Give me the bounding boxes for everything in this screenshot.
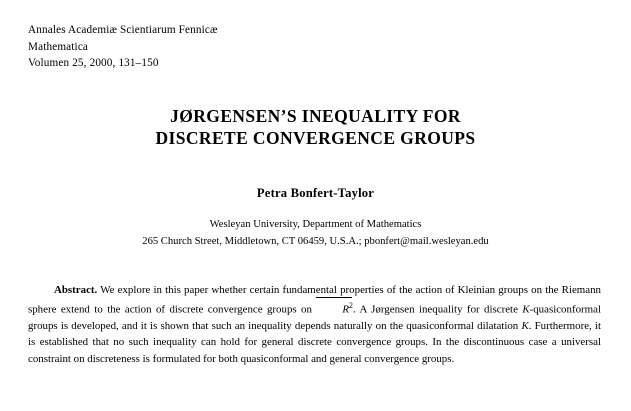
journal-name-line2: Mathematica bbox=[28, 40, 89, 53]
abstract-label: Abstract. bbox=[54, 283, 98, 296]
journal-volume-line: Volumen 25, 2000, 131–150 bbox=[28, 57, 159, 69]
page-title bbox=[28, 105, 603, 149]
k-symbol-2: K bbox=[521, 319, 529, 332]
abstract-paragraph bbox=[28, 282, 601, 368]
k-symbol-1: K bbox=[522, 303, 530, 316]
abstract-text-4: . Furthermore, it is established that no such inequality can hold for general discrete convergence groups. In the discontinuous case a universal constraint on discreteness is formulated for both quasiconformal and general convergence groups. bbox=[28, 319, 601, 365]
affiliation-contact-line: 265 Church Street, Middletown, CT 06459, U.S.A.; pbonfert@mail.wesleyan.edu bbox=[142, 235, 489, 247]
author-affiliation bbox=[28, 216, 603, 250]
abstract-text-3: -quasiconformal groups is developed, and it is shown that such an inequality depends naturally on the quasiconformal dilatation bbox=[28, 303, 601, 332]
abstract-text-1: We explore in this paper whether certain fundamental properties of the action of Kleinian groups on the Riemann sphere extend to the action of discrete convergence groups on bbox=[28, 283, 601, 316]
author-name: Petra Bonfert-Taylor bbox=[256, 185, 375, 200]
r-two-letter: R bbox=[342, 303, 350, 316]
affiliation-line-1: Wesleyan University, Department of Mathematics bbox=[209, 218, 422, 230]
r-two-exponent: 2 bbox=[349, 300, 353, 310]
title-line-2: DISCRETE CONVERGENCE GROUPS bbox=[155, 127, 476, 148]
journal-header bbox=[28, 22, 603, 72]
journal-name-line1: Annales Academiæ Scientiarum Fennicæ bbox=[28, 24, 218, 36]
title-line-1: JØRGENSEN’S INEQUALITY FOR bbox=[170, 105, 461, 126]
abstract-text-2: . A Jørgensen inequality for discrete bbox=[352, 303, 523, 316]
r-two-symbol bbox=[316, 298, 353, 318]
abstract-section bbox=[28, 282, 603, 368]
